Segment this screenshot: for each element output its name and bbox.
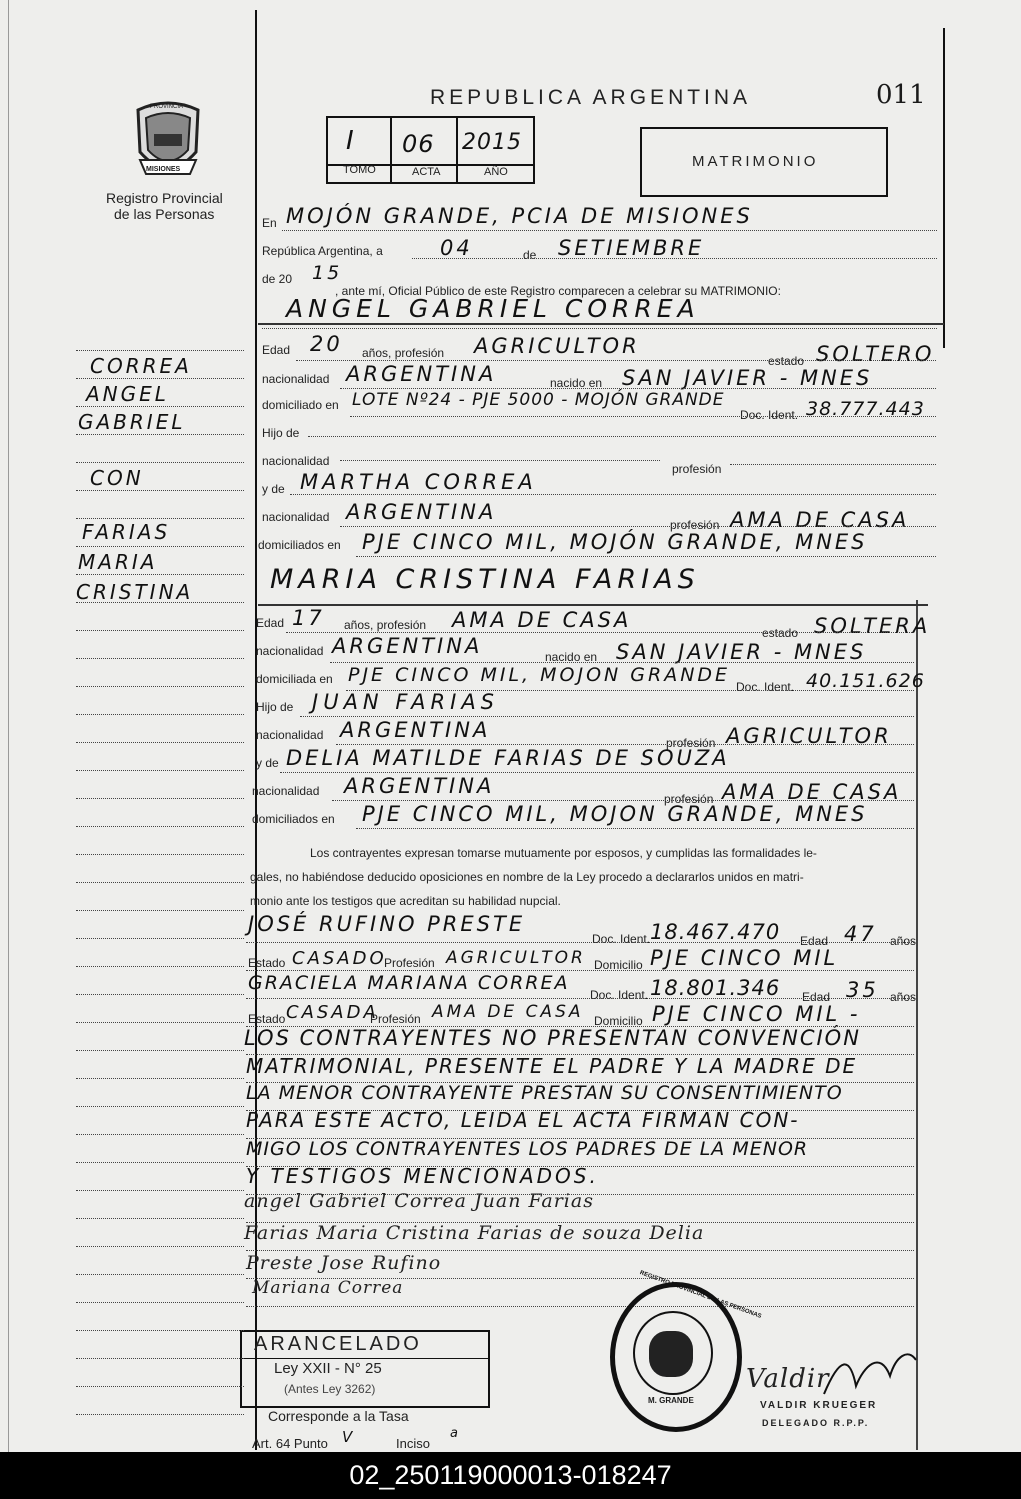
witness1-name: JOSÉ RUFINO PRESTE xyxy=(248,912,526,936)
groom-anios-label: años, profesión xyxy=(362,346,445,360)
en-label: En xyxy=(262,216,277,230)
bride-edad: 17 xyxy=(292,606,325,630)
margin-rule-line xyxy=(76,1050,244,1051)
bride-anios-label: años, profesión xyxy=(344,618,427,632)
bride-doc-label: Doc. Ident. xyxy=(736,680,795,694)
margin-rule-line xyxy=(76,574,244,575)
groom-nac2-label: nacionalidad xyxy=(262,454,330,468)
bride-nacido: SAN JAVIER - MNES xyxy=(616,640,867,664)
margin-bride-name-2: CRISTINA xyxy=(76,580,194,604)
bride-name: MARIA CRISTINA FARIAS xyxy=(270,564,700,595)
margin-rule-line xyxy=(76,378,244,379)
registry-name-1: Registro Provincial xyxy=(106,190,223,206)
note-line-4: PARA ESTE ACTO, LEIDA EL ACTA FIRMAN CON- xyxy=(246,1108,800,1132)
witness1-prof-label: Profesión xyxy=(384,956,435,970)
margin-rule-line xyxy=(76,434,244,435)
groom-estado: SOLTERO xyxy=(816,342,935,366)
margin-rule-line xyxy=(76,770,244,771)
margin-rule-line xyxy=(76,966,244,967)
groom-madre: MARTHA CORREA xyxy=(300,470,537,494)
groom-edad-label: Edad xyxy=(262,343,291,357)
margin-rule-line xyxy=(76,406,244,407)
officer-title: DELEGADO R.P.P. xyxy=(762,1418,870,1428)
margin-rule-line xyxy=(76,546,244,547)
note-line-2: MATRIMONIAL, PRESENTE EL PADRE Y LA MADRE DE xyxy=(246,1054,858,1078)
note-line-1: LOS CONTRAYENTES NO PRESENTAN CONVENCIÓN xyxy=(244,1026,861,1050)
witness2-estado-label: Estado xyxy=(248,1012,286,1026)
margin-bride-surname: FARIAS xyxy=(82,520,171,544)
officer-signature: Valdir xyxy=(746,1364,830,1394)
witness1-estado: CASADO xyxy=(292,948,387,969)
margin-rule-line xyxy=(76,490,244,491)
margin-rule-line xyxy=(76,1274,244,1275)
groom-profesion: AGRICULTOR xyxy=(474,334,640,358)
margin-rule-line xyxy=(76,1078,244,1079)
margin-rule-line xyxy=(76,714,244,715)
arancel-antes: (Antes Ley 3262) xyxy=(284,1382,376,1396)
margin-rule-line xyxy=(76,882,244,883)
arancel-punto: V xyxy=(342,1428,356,1446)
bride-padres-dom: PJE CINCO MIL, MOJON GRANDE, MNES xyxy=(362,802,868,826)
margin-rule-line xyxy=(76,1330,244,1331)
year-prefix: de 20 xyxy=(262,272,293,286)
witness2-edad: 35 xyxy=(846,978,879,1002)
groom-madre-nac: ARGENTINA xyxy=(346,500,497,524)
margin-bride-name-1: MARIA xyxy=(78,550,158,574)
year-suffix: 15 xyxy=(312,262,343,284)
bride-doms-label: domiciliados en xyxy=(252,812,335,826)
arancel-corresponde: Corresponde a la Tasa xyxy=(268,1408,409,1424)
bride-nac-label: nacionalidad xyxy=(256,644,324,658)
bride-estado: SOLTERA xyxy=(814,614,931,638)
bride-padre: JUAN FARIAS xyxy=(312,690,500,714)
witness1-anios: años xyxy=(890,934,917,948)
groom-domicilio: LOTE Nº24 - PJE 5000 - MOJÓN GRANDE xyxy=(352,390,725,410)
month-value: SETIEMBRE xyxy=(558,236,705,260)
margin-rule-line xyxy=(76,1106,244,1107)
bride-padre-nac: ARGENTINA xyxy=(340,718,491,742)
margin-rule-line xyxy=(76,1414,244,1415)
margin-rule-line xyxy=(76,1246,244,1247)
groom-nacido-label: nacido en xyxy=(550,376,603,390)
arancel-art: Art. 64 Punto xyxy=(252,1436,328,1451)
bride-prof2-label: profesión xyxy=(666,736,716,750)
margin-rule-line xyxy=(76,798,244,799)
margin-rule-line xyxy=(76,686,244,687)
bride-prof3-label: profesión xyxy=(664,792,714,806)
margin-rule-line xyxy=(76,658,244,659)
margin-rule-line xyxy=(76,630,244,631)
arancel-inciso: a xyxy=(450,1426,461,1441)
officer-name: VALDIR KRUEGER xyxy=(760,1400,878,1411)
page-number: 011 xyxy=(876,80,926,110)
groom-doms-label: domiciliados en xyxy=(258,538,341,552)
witness2-name: GRACIELA MARIANA CORREA xyxy=(248,972,570,994)
witness1-domicilio: PJE CINCO MIL xyxy=(650,946,839,970)
bride-nac2-label: nacionalidad xyxy=(256,728,324,742)
witness1-edad-label: Edad xyxy=(800,934,829,948)
margin-rule-line xyxy=(76,1162,244,1163)
officer-flourish xyxy=(820,1346,920,1407)
bride-nacido-label: nacido en xyxy=(545,650,598,664)
appear-text: , ante mí, Oficial Público de este Registro comparecen a celebrar su MATRIMONIO: xyxy=(335,284,781,298)
margin-rule-line xyxy=(76,910,244,911)
tomo-value: I xyxy=(346,126,357,156)
groom-doc-label: Doc. Ident. xyxy=(740,408,799,422)
margin-rule-line xyxy=(76,1022,244,1023)
seal-bottom-text: M. GRANDE xyxy=(648,1396,694,1405)
groom-nacido: SAN JAVIER - MNES xyxy=(622,366,873,390)
witness1-edad: 47 xyxy=(844,922,877,946)
groom-edad: 20 xyxy=(310,332,343,356)
bride-padre-prof: AGRICULTOR xyxy=(726,724,892,748)
witness2-anios: años xyxy=(890,990,917,1004)
bride-doc: 40.151.626 xyxy=(806,670,925,692)
witness2-prof-label: Profesión xyxy=(370,1012,421,1026)
bride-edad-label: Edad xyxy=(256,616,285,630)
margin-rule-line xyxy=(76,938,244,939)
margin-rule-line xyxy=(76,350,244,351)
witness1-doc-label: Doc. Ident. xyxy=(592,932,651,946)
margin-con: CON xyxy=(90,466,144,490)
margin-rule-line xyxy=(76,1302,244,1303)
witness2-doc-label: Doc. Ident. xyxy=(590,988,649,1002)
margin-rule-line xyxy=(76,854,244,855)
country-title: REPUBLICA ARGENTINA xyxy=(430,86,752,109)
bride-nacionalidad: ARGENTINA xyxy=(332,634,483,658)
witness1-dom-label: Domicilio xyxy=(594,958,643,972)
note-line-6: Y TESTIGOS MENCIONADOS. xyxy=(246,1164,599,1188)
witness2-domicilio: PJE CINCO MIL - xyxy=(652,1002,861,1026)
bride-madre: DELIA MATILDE FARIAS DE SOUZA xyxy=(286,746,730,770)
witness2-profesion: AMA DE CASA xyxy=(432,1002,584,1022)
de-label: de xyxy=(523,248,537,262)
margin-rule-line xyxy=(76,462,244,463)
signature-line-4: Mariana Correa xyxy=(252,1278,404,1298)
declaration-line-2: gales, no habiéndose deducido oposiciones en nombre de la Ley procedo a declararlos unidos en matri- xyxy=(250,870,804,884)
bride-dom-label: domiciliada en xyxy=(256,672,333,686)
groom-nac3-label: nacionalidad xyxy=(262,510,330,524)
signature-line-2: Farias Maria Cristina Farias de souza Delia xyxy=(244,1222,705,1244)
declaration-line-3: monio ante los testigos que acreditan su habilidad nupcial. xyxy=(250,894,561,908)
groom-nac-label: nacionalidad xyxy=(262,372,330,386)
registry-name-2: de las Personas xyxy=(114,206,215,222)
margin-rule-line xyxy=(76,1358,244,1359)
witness1-profesion: AGRICULTOR xyxy=(446,948,586,968)
arancel-inciso-label: Inciso xyxy=(396,1436,430,1451)
emblem-label-top: PROVINCIA xyxy=(150,104,184,110)
scan-code-footer: 02_250119000013-018247 xyxy=(0,1452,1021,1499)
groom-name: ANGEL GABRIEL CORREA xyxy=(286,294,700,323)
margin-rule-line xyxy=(76,602,244,603)
emblem-label-bottom: MISIONES xyxy=(146,166,181,173)
bride-madre-nac: ARGENTINA xyxy=(344,774,495,798)
signature-line-3: Preste Jose Rufino xyxy=(246,1252,442,1274)
groom-doc: 38.777.443 xyxy=(806,398,925,420)
witness2-estado: CASADA xyxy=(286,1002,379,1023)
tomo-label: TOMO xyxy=(343,164,376,176)
groom-madre-prof: AMA DE CASA xyxy=(730,508,910,532)
groom-prof3-label: profesión xyxy=(670,518,720,532)
margin-rule-line xyxy=(76,1190,244,1191)
acta-label: ACTA xyxy=(412,166,441,178)
signature-line-1: angel Gabriel Correa Juan Farias xyxy=(244,1190,594,1212)
groom-padres-dom: PJE CINCO MIL, MOJÓN GRANDE, MNES xyxy=(362,530,868,554)
document-type: MATRIMONIO xyxy=(692,153,819,170)
page-edge xyxy=(8,0,9,1452)
witness1-estado-label: Estado xyxy=(248,956,286,970)
bride-estado-label: estado xyxy=(762,626,799,640)
margin-rule-line xyxy=(76,994,244,995)
declaration-line-1: Los contrayentes expresan tomarse mutuamente por esposos, y cumplidas las formalidades le- xyxy=(310,846,817,860)
republica-label: República Argentina, a xyxy=(262,244,383,258)
right-margin-line xyxy=(943,28,945,348)
groom-dom-label: domiciliado en xyxy=(262,398,339,412)
groom-nacionalidad: ARGENTINA xyxy=(346,362,497,386)
groom-prof2-label: profesión xyxy=(672,462,722,476)
witness2-doc: 18.801.346 xyxy=(650,976,781,1000)
acta-value: 06 xyxy=(402,130,435,158)
note-line-5: MIGO LOS CONTRAYENTES LOS PADRES DE LA MENOR xyxy=(246,1138,809,1160)
day-value: 04 xyxy=(440,236,473,260)
bride-hijo-label: Hijo de xyxy=(256,700,294,714)
margin-groom-surname: CORREA xyxy=(90,354,192,378)
bride-yde-label: y de xyxy=(256,756,279,770)
place-value: MOJÓN GRANDE, PCIA DE MISIONES xyxy=(286,204,753,228)
right-margin-line-lower xyxy=(916,600,918,1450)
bride-nac3-label: nacionalidad xyxy=(252,784,320,798)
margin-rule-line xyxy=(76,1386,244,1387)
margin-rule-line xyxy=(76,826,244,827)
anio-value: 2015 xyxy=(462,130,522,155)
groom-estado-label: estado xyxy=(768,354,805,368)
bride-madre-prof: AMA DE CASA xyxy=(722,780,902,804)
margin-groom-name-2: GABRIEL xyxy=(78,410,186,434)
note-line-3: LA MENOR CONTRAYENTE PRESTAN SU CONSENTIMIENTO xyxy=(246,1082,843,1104)
margin-rule-line xyxy=(76,1218,244,1219)
witness2-edad-label: Edad xyxy=(802,990,831,1004)
margin-groom-name-1: ANGEL xyxy=(86,382,169,406)
groom-yde-label: y de xyxy=(262,482,285,496)
witness1-doc: 18.467.470 xyxy=(650,920,781,944)
anio-label: AÑO xyxy=(484,166,508,178)
margin-rule-line xyxy=(76,742,244,743)
arancel-ley: Ley XXII - N° 25 xyxy=(274,1360,382,1377)
bride-profesion: AMA DE CASA xyxy=(452,608,632,632)
seal-text: REGISTRO PROVINCIAL DE LAS PERSONAS xyxy=(638,1270,763,1320)
margin-rule-line xyxy=(76,518,244,519)
bride-domicilio: PJE CINCO MIL, MOJON GRANDE xyxy=(348,664,731,686)
margin-rule-line xyxy=(76,1134,244,1135)
arancel-title: ARANCELADO xyxy=(254,1333,422,1355)
witness2-dom-label: Domicilio xyxy=(594,1014,643,1028)
groom-hijo-label: Hijo de xyxy=(262,426,300,440)
